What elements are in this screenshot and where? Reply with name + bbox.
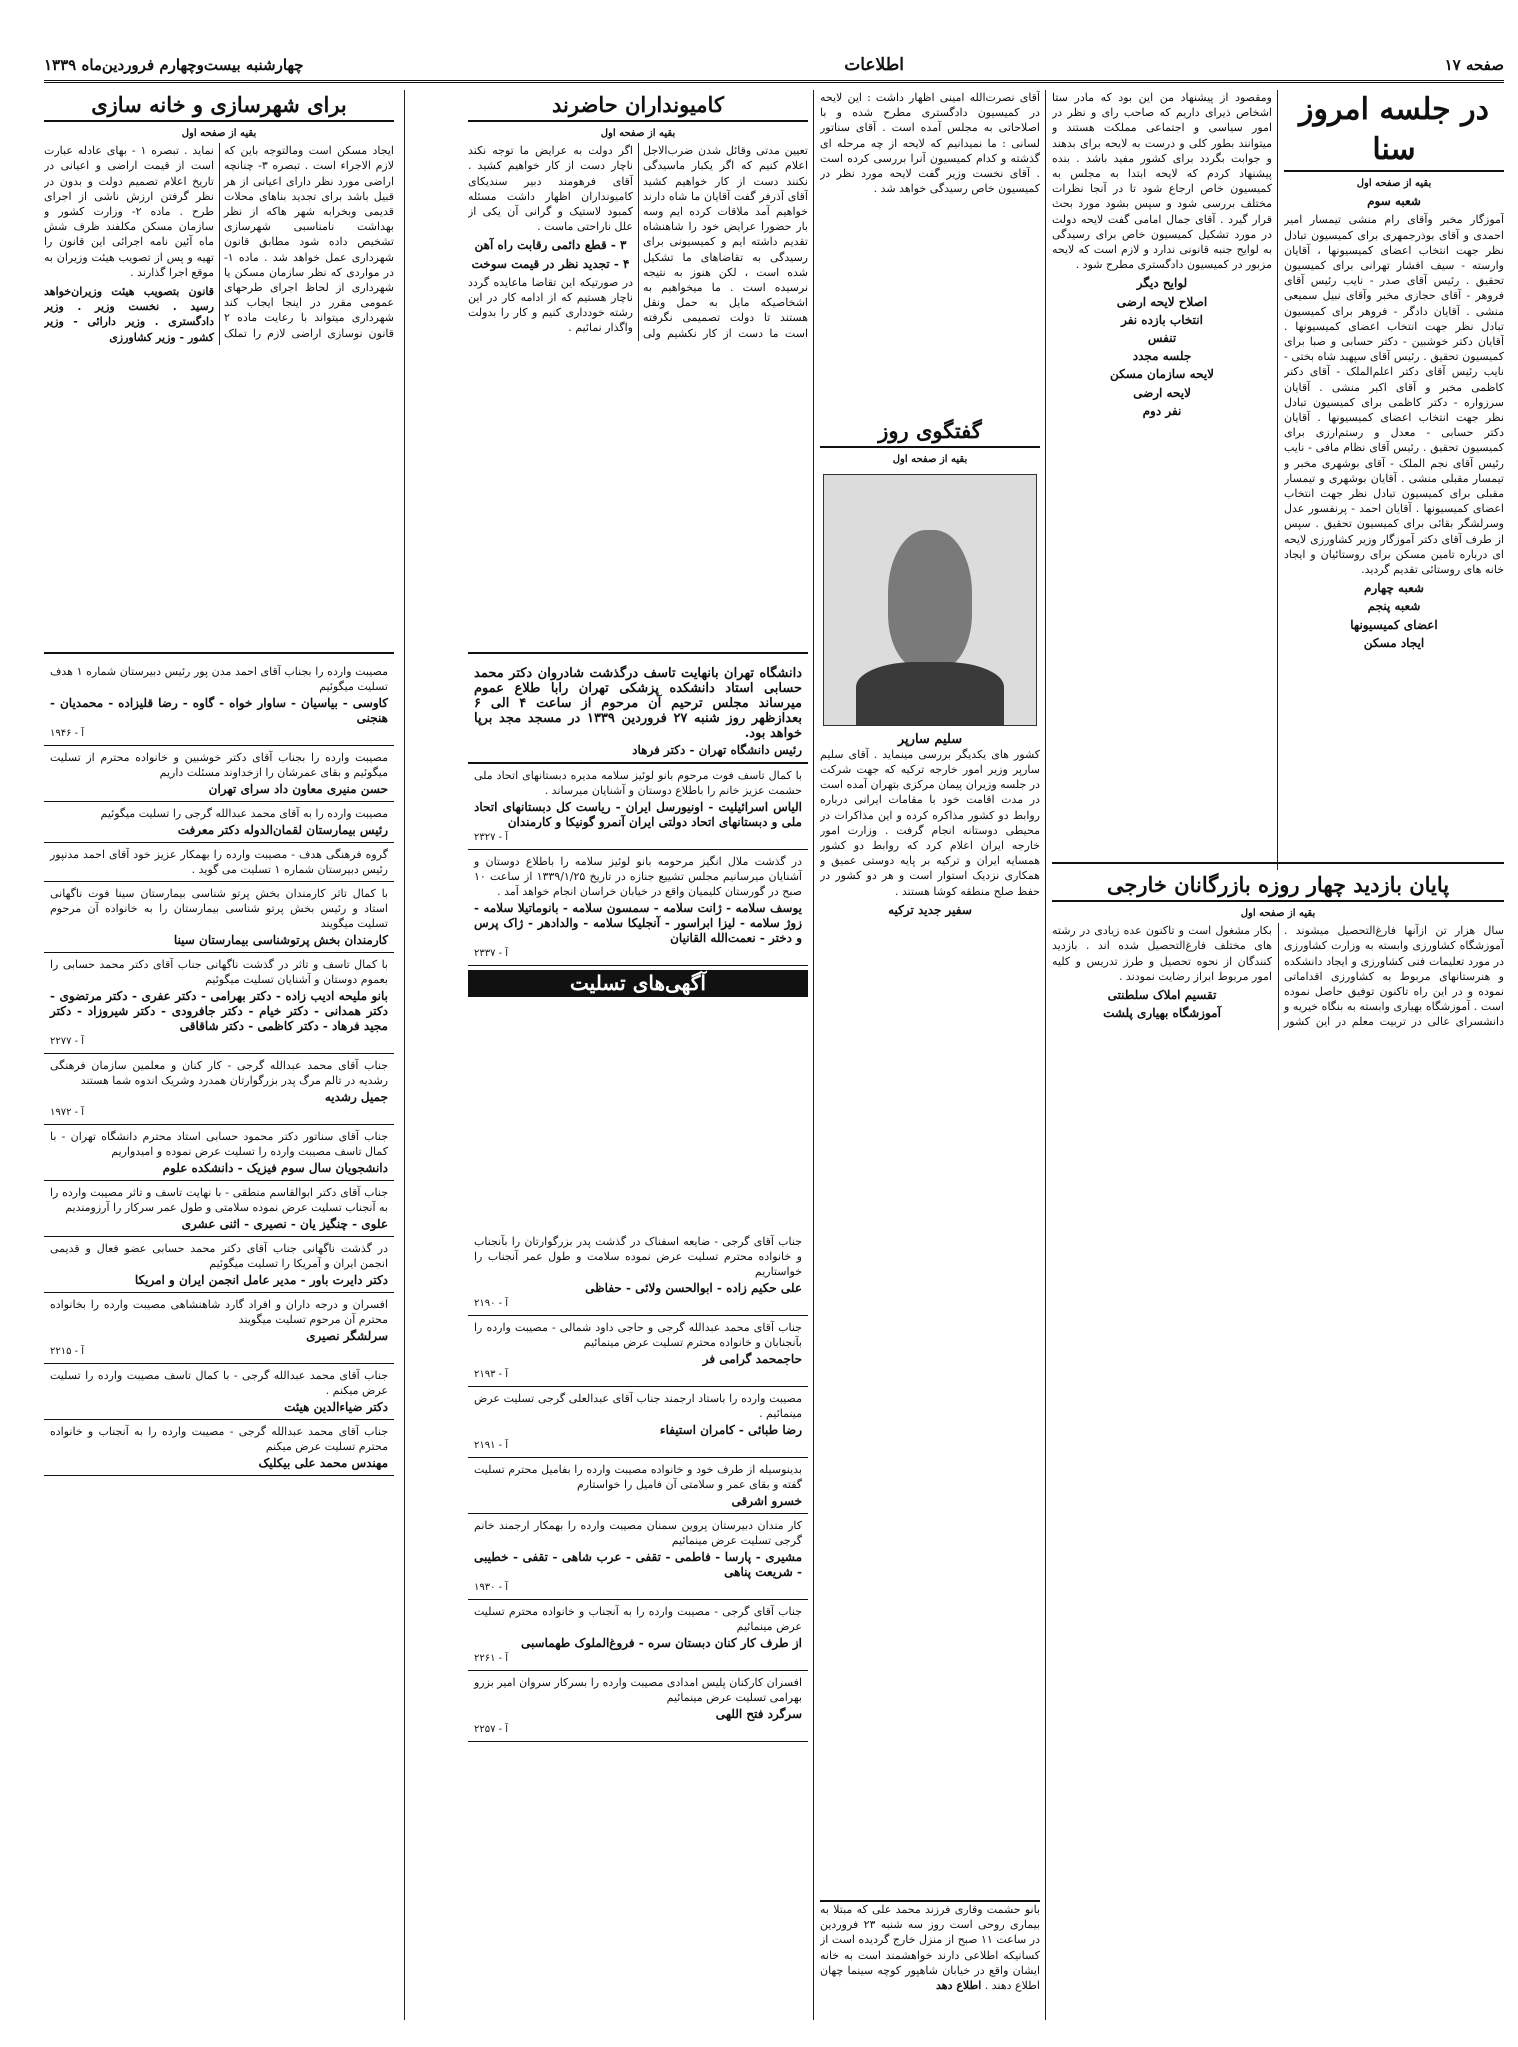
paper-name: اطلاعات bbox=[844, 55, 904, 75]
truckers-title: کامیونداران حاضرند bbox=[468, 90, 808, 122]
left-notice-6 bbox=[44, 953, 394, 1054]
left-notice-8-text: جناب آقای سناتور دکتر محمود حسابی استاد محترم دانشگاه تهران - با کمال تاسف مصیبت وارده را تسلیت عرض نموده و امیدواریم bbox=[50, 1130, 388, 1158]
section-divider-mid bbox=[468, 652, 808, 654]
left-notice-1-code: آ - ۱۹۴۶ bbox=[50, 728, 84, 739]
mid-notice-1-sign: علی حکیم زاده - ابوالحسن ولائی - حفاظی bbox=[585, 1281, 802, 1295]
day-talk-subhead: سفیر جدید ترکیه bbox=[888, 902, 972, 917]
column-rule-4 bbox=[404, 90, 405, 2020]
column-rule-1 bbox=[1277, 90, 1278, 870]
photo-caption: سلیم سارپر bbox=[897, 731, 963, 747]
salameh-notice bbox=[468, 764, 808, 850]
truckers-body: تعیین مدتی وقائل شدن ضرب‌الاجل اعلام کنیم که اگر یکبار ماسیدگی نکنند دست از کار خواهیم کشید آقای آذرفر گفت آقایان ما شاه دارند خواهیم آمد ملاقات کرده ایم وسه بار حضورا عرایض خود را شاهنشاه تقدیم داشته ایم و کمیسیونی برای رسیدگی به تقاضاهای ما تشکیل شده است ، لکن هنوز به نتیجه نرسیده است . ما میخواهیم به اشخاصیکه مایل به حمل ونقل هستند تا دولت تصمیمی نگرفته است ما دست از کار نکشیم ولی اگر دولت به عرایض ما توجه نکند ناچار دست از کار خواهیم کشید . آقای فرهومند دبیر سندیکای کامیونداران اظهار داشت مسئله کمبود لاستیک و گرانی آن یکی از علل ناراحتی ماست . bbox=[468, 144, 808, 340]
column-rule-2 bbox=[1045, 90, 1046, 2020]
portrait-body bbox=[856, 662, 1004, 725]
day-talk-body: کشور های یکدیگر بررسی مینماید . آقای سلیم سارپر وزیر امور خارجه ترکیه که جهت شرکت در جلسه وزیران پیمان مرکزی بتهران آمده است در مدت اقامت خود با مقامات ایرانی درباره روابط دو کشور مذاکره کرده و این مذاکرات در محیطی دوستانه انجام گرفت . وزارت امور خارجه ایران اعلام کرد که روابط دو کشور همسایه ایران و ترکیه بر پایه دوستی عمیق و همکاری نزدیک استوار است و هر دو کشور در حفظ صلح منطقه کوشا هستند . bbox=[820, 747, 1040, 898]
column-truckers bbox=[468, 90, 808, 650]
column-end-visit bbox=[1052, 870, 1504, 1820]
mid-notice-7-sign: سرگرد فتح اللهی bbox=[715, 1707, 802, 1721]
page-header bbox=[44, 50, 1504, 83]
salameh-notice-2-code: آ - ۲۳۳۷ bbox=[474, 948, 508, 959]
left-notice-9-sign: علوی - چنگیز یان - نصیری - اثنی عشری bbox=[181, 1217, 388, 1231]
left-notice-11-sign: سرلشگر نصیری bbox=[306, 1329, 388, 1343]
end-visit-subhead-1: تقسیم املاک سلطنتی bbox=[1107, 988, 1217, 1003]
left-notice-7-sign: جمیل رشدیه bbox=[324, 1090, 388, 1104]
construction-body: ایجاد مسکن است ومالتوجه باین که لازم الاجراء است . تبصره ۳- چنانچه اراضی مورد نظر دارای اعیانی از هر قبیل باشد برای تجدید بناهای محلات قدیمی وبخرابه شهر هاکه از نظر بهداشت نامناسبی شهرسازی تشخیص داده شود مطابق قانون شهرداری عمل خواهد شد . ماده ۱- در مواردی که نظر سازمان مسکن یا شهرداری از لحاظ اجرای طرحهای عمومی مقرر در اینجا ایجاب کند شهرداری میتواند با رعایت ماده ۲ قانون نوسازی اراضی لازم را تملک نماید . تبصره ۱ - بهای عادله عبارت است از قیمت اراضی و اعیانی در تاریخ اعلام تصمیم دولت و بدون در نظر گرفتن ارزش ناشی از اجرای طرح . ماده ۲- وزارت کشور و سازمان مسکن مکلفند ظرف شش ماه آئین نامه اجرائی این قانون را تهیه و پس از تصویب هیئت وزیران به موقع اجرا گذارند . bbox=[44, 144, 394, 340]
mid-notice-6 bbox=[468, 1600, 808, 1671]
mid-notice-5-code: آ - ۱۹۳۰ bbox=[474, 1582, 508, 1593]
mid-notice-1-code: آ - ۲۱۹۰ bbox=[474, 1298, 508, 1309]
column-bottom-notice bbox=[820, 1900, 1040, 2022]
day-talk-title: گفتگوی روز bbox=[820, 416, 1040, 448]
mid-notice-5 bbox=[468, 1514, 808, 1600]
left-notice-1 bbox=[44, 660, 394, 746]
bottom-notice-text: بانو حشمت وقاری فرزند محمد علی که مبتلا به بیماری روحی است روز سه شنبه ۲۳ فروردین در ساعت ۱۱ صبح از منزل خارج گردیده است از کسانیکه اطلاعی دارند خواهشمند است به خانه ایشان واقع در خیابان شاهپور کوچه سینما چهان اطلاع دهند . bbox=[820, 1903, 1040, 1993]
left-notice-4-text: گروه فرهنگی هدف - مصیبت وارده را بهمکار عزیز خود آقای احمد مدنپور رئیس دبیرستان شماره ۱ تسلیت می گوید . bbox=[50, 848, 388, 876]
truckers-subhead-2: ۴ - تجدید نظر در قیمت سوخت bbox=[471, 256, 630, 271]
mid-notice-1-text: جناب آقای گرجی - ضایعه اسفناک در گذشت پدر بزرگوارتان را بآنجناب و خانواده محترم تسلیت عرض نموده سلامت و طول عمر آنجناب را خواستاریم bbox=[474, 1235, 802, 1278]
left-notice-3 bbox=[44, 802, 394, 843]
senate-subhead-3: شعبه پنجم bbox=[1367, 599, 1421, 614]
issue-date: چهارشنبه بیست‌وچهارم فروردین‌ماه ۱۳۳۹ bbox=[44, 56, 304, 74]
university-notice bbox=[468, 660, 808, 764]
mid-notice-5-sign: مشیری - پارسا - فاطمی - تقفی - عرب شاهی - تقفی - خطیبی - شریعت پناهی bbox=[474, 1550, 802, 1579]
construction-title: برای شهرسازی و خانه سازی bbox=[44, 90, 394, 122]
senate-subhead-1: شعبه سوم bbox=[1367, 194, 1421, 209]
mid-notice-2-code: آ - ۲۱۹۳ bbox=[474, 1369, 508, 1380]
mid-notice-2-text: جناب آقای محمد عبدالله گرجی و حاجی داود شمالی - مصیبت وارده را بآنجنابان و خانواده محترم تسلیت عرض مینمائیم bbox=[474, 1321, 802, 1349]
university-notice-sign: رئیس دانشگاه تهران - دکتر فرهاد bbox=[632, 743, 802, 757]
left-notice-7-code: آ - ۱۹۷۲ bbox=[50, 1107, 84, 1118]
senate-subhead-5: ایجاد مسکن bbox=[1363, 635, 1425, 650]
commission-subhead-2: اصلاح لایحه ارضی bbox=[1116, 294, 1208, 309]
portrait-head bbox=[888, 530, 972, 670]
senate-subhead-2: شعبه چهارم bbox=[1364, 581, 1424, 596]
page-number: صفحه ۱۷ bbox=[1444, 56, 1504, 74]
mid-notice-6-code: آ - ۲۲۶۱ bbox=[474, 1653, 508, 1664]
salameh-notice-2-text: در گذشت ملال انگیز مرحومه بانو لوئیز سلامه را باطلاع دوستان و آشنایان میرسانیم مجلس تشییع جنازه در تاریخ ۱۳۳۹/۱/۲۵ از ساعت ۱۰ صبح در گورستان کلیمیان واقع در خیابان خراسان انجام خواهد آمد . bbox=[474, 855, 802, 898]
column-left-notices bbox=[44, 660, 394, 2020]
mid-notice-3-sign: رضا طبائی - کامران استیفاء bbox=[659, 1423, 802, 1437]
left-notice-13 bbox=[44, 1420, 394, 1476]
left-notice-10-sign: دکتر دایرت باور - مدیر عامل انجمن ایران و امریکا bbox=[134, 1273, 388, 1287]
left-notice-11-text: افسران و درجه داران و افراد گارد شاهنشاهی مصیبت وارده را بخانواده محترم آن مرحوم تسلیت میگویند bbox=[50, 1298, 388, 1326]
mid-notice-7 bbox=[468, 1671, 808, 1742]
mid-notice-6-sign: از طرف کار کنان دبستان سره - فروغ‌الملوک طهماسبی bbox=[520, 1636, 802, 1650]
mid-notice-2-sign: حاجمحمد گرامی فر bbox=[702, 1352, 802, 1366]
end-visit-continued: بقیه از صفحه اول bbox=[1240, 908, 1316, 919]
left-notice-13-sign: مهندس محمد علی بیکلیک bbox=[258, 1456, 388, 1470]
senate-body: آموزگار مخبر وآقای رام منشی تیمسار امیر احمدی و آقای بوذرجمهری برای کمیسیون تبادل نظر جهت انتخاب اعضای کمیسیونها ، آقایان وارسته - سیف افشار تهرانی برای کمیسیون تحقیق . رئیس آقای صدر - نایب رئیس آقای فروهر - آقای حجازی مخبر وآقای نبیل سمیعی منشی . آقایان دادگر - فروهر برای کمیسیون تبادل نظر جهت انتخاب اعضای کمیسیونها . آقایان دکتر خوشبین - دکتر حسابی و صبا برای کمیسیون تحقیق . رئیس آقای سپهبد شاه بختی - نایب رئیس آقای دکتر اعلم‌الملک - آقای دکتر کاظمی مخبر و آقای اکبر منشی . آقایان سرزواره - دکتر کاظمی برای کمیسیون تبادل نظر جهت انتخاب اعضای کمیسیونها . آقایان دکتر حسابی - معدل و رستم‌ارزی برای کمیسیون تحقیق . رئیس آقای نظام مافی - نایب رئیس آقای نجم الملک - آقای بوشهری مخبر و تیمسار مقبلی منشی . آقایان بوشهری و تیمسار مقبلی برای کمیسیون تبادل نظر جهت انتخاب اعضای کمیسیونها . آقایان احمد - پرنفسور عدل وسرلشگر بقائی برای کمیسیون تحقیق . سپس از طرف آقای دکتر آموزگار وزیر کشاورزی لایحه ای درباره تامین مسکن برای روستائیان و ایجاد خانه های روستائی تقدیم گردید. bbox=[1284, 213, 1504, 577]
mid-notice-4 bbox=[468, 1458, 808, 1514]
mid-notice-4-text: بدینوسیله از طرف خود و خانواده مصیبت وارده را بفامیل محترم تسلیت گفته و بقای عمر و سلامتی آن فامیل را خواستارم bbox=[474, 1463, 802, 1491]
commission-body: ومقصود از پیشنهاد من این بود که مادر ستا اشخاص ذیرای داریم که صاحب رای و نظر در امور سیاسی و اجتماعی مملکت هستند و میتوانند بطور کلی و درست به لایحه برای بدهند و جوابت بگردد برای کشور مفید باشد . بنده پیشنهاد کردم که لایحه ابتدا به مجلس به کمیسیون خاص ارجاع شود تا در آنجا نظرات مختلف بررسی شود و سپس بشود مورد بحث قرار گیرد . آقای جمال امامی گفت لایحه دولت در مورد تشکیل کمیسیون خاص برای رسیدگی به لوایح جنبه قانونی ندارد و لازم است که لایحه مزبور در کمیسیون دادگستری مطرح شود . bbox=[1052, 91, 1272, 272]
column-commission bbox=[1052, 90, 1272, 950]
left-notice-12-sign: دکتر ضیاءالدین هیئت bbox=[284, 1400, 388, 1414]
left-notice-1-sign: کاوسی - بیاسیان - ساوار خواه - گاوه - رضا قلیزاده - محمدیان - هنجنی bbox=[50, 696, 388, 725]
left-notice-3-text: مصیبت وارده را به آقای محمد عبدالله گرجی را تسلیت میگوئیم bbox=[100, 807, 388, 820]
mid-notice-5-text: کار مندان دبیرستان پروین سمنان مصیبت وارده را بهمکار ارجمند خانم گرجی تسلیت عرض مینمائیم bbox=[474, 1519, 802, 1547]
left-notice-13-text: جناب آقای محمد عبدالله گرجی - مصیبت وارده را به آنجناب و خانواده محترم تسلیت عرض میکنم bbox=[50, 1425, 388, 1453]
mid-notice-7-code: آ - ۲۲۵۷ bbox=[474, 1724, 508, 1735]
left-notice-12-text: جناب آقای محمد عبدالله گرجی - با کمال تاسف مصیبت وارده را تسلیت عرض میکنم . bbox=[50, 1369, 388, 1397]
left-notice-5-sign: کارمندان بخش پرتوشناسی بیمارستان سینا bbox=[173, 933, 388, 947]
left-notice-2-sign: حسن منیری معاون داد سرای تهران bbox=[208, 782, 388, 796]
senate-continued: بقیه از صفحه اول bbox=[1356, 178, 1432, 189]
commission-subhead-1: لوایح دیگر bbox=[1136, 276, 1188, 291]
commission-subhead-7: لایحه ارضی bbox=[1133, 385, 1191, 400]
left-notice-4 bbox=[44, 843, 394, 882]
construction-closing: قانون بتصویب هیئت وزیران‌خواهد رسید . نخست وزیر . وزیر دادگستری . وزیر دارائی - وزیر کشور - وزیر کشاورزی bbox=[44, 285, 214, 344]
university-notice-text: دانشگاه تهران بانهایت تاسف درگذشت شادروان دکتر محمد حسابی استاد دانشکده پزشکی تهران رابا طلاع عموم میرساند مجلس ترحیم آن مرحوم از ساعت ۴ الی ۶ بعدازظهر روز شنبه ۲۷ فروردین ۱۳۳۹ در مسجد مجد برپا خواهد بود. bbox=[474, 666, 802, 741]
left-notice-2 bbox=[44, 746, 394, 802]
construction-continued: بقیه از صفحه اول bbox=[181, 128, 257, 139]
mid-notice-3 bbox=[468, 1387, 808, 1458]
end-visit-title: پایان بازدید چهار روزه بازرگانان خارجی bbox=[1052, 870, 1504, 902]
mid-notice-3-code: آ - ۲۱۹۱ bbox=[474, 1440, 508, 1451]
mid-notice-4-sign: خسرو اشرقی bbox=[731, 1494, 802, 1508]
end-visit-body: سال هزار تن ازآنها فارغ‌التحصیل میشوند . آموزشگاه کشاورزی وابسته به وزارت کشاورزی در مورد تعلیمات فنی کشاورزی و ایجاد دانشکده و هنرستانهای مربوط به کشاورزی اقداماتی نموده و در این راه تاکنون توفیق حاصل نموده است . آموزشگاه بهیاری وابسته به بنگاه خیریه و دانشسرای عالی در تربیت معلم در این کشور بکار مشغول است و تاکنون عده زیادی در رشته های مختلف فارغ‌التحصیل شده اند . بازدید کنندگان از نحوه تحصیل و طرز تدریس و کلیه امور مربوط ابراز رضایت نمودند . bbox=[1052, 924, 1504, 1029]
mid-notice-2 bbox=[468, 1316, 808, 1387]
left-notice-8 bbox=[44, 1125, 394, 1181]
commission-subhead-3: انتخاب بازده نفر bbox=[1121, 312, 1203, 327]
section-divider-left bbox=[44, 652, 394, 654]
left-notice-3-sign: رئیس بیمارستان لقمان‌الدوله دکتر معرفت bbox=[177, 823, 388, 837]
mid-notice-1 bbox=[468, 1230, 808, 1316]
left-notice-6-sign: بانو ملیحه ادیب زاده - دکتر بهرامی - دکتر عفری - دکتر مرتضوی - دکتر همدانی - دکتر خیام - دکتر جافرودی - دکتر شیروزاد - دکتر مجید فرهاد - دکتر کاظمی - دکتر شاقاقی bbox=[50, 989, 388, 1033]
left-notice-2-text: مصیبت وارده را بجناب آقای دکتر خوشبین و خانواده محترم از تسلیت میگوئیم و بقای عمرشان را ازخداوند مسئلت داریم bbox=[50, 751, 388, 779]
column-construction bbox=[44, 90, 394, 650]
salameh-notice-2 bbox=[468, 850, 808, 966]
left-notice-10 bbox=[44, 1237, 394, 1293]
column-banners bbox=[468, 660, 808, 1220]
condolence-banner: آگهی‌های تسلیت bbox=[468, 970, 808, 997]
left-notice-1-text: مصیبت وارده را بجناب آقای احمد مدن پور رئیس دبیرستان شماره ۱ هدف تسلیت میگوئیم bbox=[50, 665, 388, 693]
left-notice-8-sign: دانشجویان سال سوم فیزیک - دانشکده علوم bbox=[162, 1161, 388, 1175]
portrait-photo bbox=[823, 474, 1036, 726]
column-rule-3 bbox=[813, 90, 814, 2020]
senate-title: در جلسه امروز سنا bbox=[1284, 90, 1504, 172]
truckers-closing: در صورتیکه این تقاضا ماعایده گردد ناچار هستیم که از ادامه کار در این رشته خودداری کنیم و کار را بدولت واگذار نمائیم . bbox=[468, 275, 633, 335]
left-notice-10-text: در گذشت ناگهانی جناب آقای دکتر محمد حسابی عضو فعال و قدیمی انجمن ایران و آمریکا را تسلیت میگوئیم bbox=[50, 1242, 388, 1270]
left-notice-5 bbox=[44, 882, 394, 953]
left-notice-7 bbox=[44, 1054, 394, 1125]
senate-subhead-4: اعضای کمیسیونها bbox=[1350, 617, 1438, 632]
salameh-notice-text: با کمال تاسف فوت مرحوم بانو لوئیز سلامه مدیره دبستانهای اتحاد ملی حشمت عزیز خانم را باطلاع دوستان و آشنایان میرساند . bbox=[474, 769, 802, 797]
left-notice-11 bbox=[44, 1293, 394, 1364]
column-day-talk bbox=[820, 90, 1040, 1950]
salameh-notice-sign: الیاس اسرائیلیت - اونیورسل ایران - ریاست کل دبستانهای اتحاد ملی و دبستانهای اتحاد دولتی ایران آنمرو گونیکا و کارمندان bbox=[474, 800, 802, 829]
commission-subhead-6: لایحه سازمان مسکن bbox=[1109, 367, 1214, 382]
left-notice-9 bbox=[44, 1181, 394, 1237]
mid-notice-3-text: مصیبت وارده را باستاد ارجمند جناب آقای عبدالعلی گرجی تسلیت عرض مینمائیم . bbox=[474, 1392, 802, 1420]
left-notice-12 bbox=[44, 1364, 394, 1420]
column-mid-notices bbox=[468, 1230, 808, 2020]
commission-body-cont: آقای نصرت‌الله امینی اظهار داشت : این لایحه در کمیسیون دادگستری مطرح شده و با اصلاحاتی به مجلس آمده است . آقای سناتور لسانی : ما نمیدانیم که لایحه از چه مرحله ای گذشته و کدام کمیسیون آنرا بررسی کرده است . آقای نخست وزیر گفت لایحه مورد نظر در کمیسیون خاص رسیدگی خواهد شد . bbox=[820, 91, 1040, 196]
bottom-notice-sign: اطلاع دهد bbox=[936, 1979, 982, 1993]
mid-notice-7-text: افسران کارکنان پلیس امدادی مصیبت وارده را بسرکار سروان امیر بزرو بهرامی تسلیت عرض مینمائیم bbox=[474, 1676, 802, 1704]
left-notice-7-text: جناب آقای محمد عبدالله گرجی - کار کنان و معلمین سازمان فرهنگی رشدیه در تالم مرگ پدر بزرگوارتان همدرد وشریک اندوه شما هستند bbox=[50, 1059, 388, 1087]
truckers-continued: بقیه از صفحه اول bbox=[600, 128, 676, 139]
left-notice-11-code: آ - ۲۲۱۵ bbox=[50, 1346, 84, 1357]
day-talk-continued: بقیه از صفحه اول bbox=[892, 454, 968, 466]
left-notice-6-text: با کمال تاسف و تاثر در گذشت ناگهانی جناب آقای دکتر محمد حسابی را بعموم دوستان و آشنایان تسلیت میگوئیم bbox=[50, 958, 388, 986]
salameh-notice-code: آ - ۲۳۲۷ bbox=[474, 832, 508, 843]
mid-notice-6-text: جناب آقای گرجی - مصیبت وارده را به آنجناب و خانواده محترم تسلیت عرض مینمائیم bbox=[474, 1605, 802, 1633]
commission-subhead-8: نفر دوم bbox=[1142, 403, 1182, 418]
commission-subhead-5: جلسه مجدد bbox=[1132, 349, 1192, 364]
commission-subhead-4: تنفس bbox=[1147, 331, 1177, 346]
truckers-subhead-1: ۳ - قطع دائمی رقابت راه آهن bbox=[474, 238, 627, 253]
salameh-notice-2-sign: یوسف سلامه - ژانت سلامه - سمسون سلامه - بانوماتیلا سلامه - زوژ سلامه - لیزا ابراسور - آنجلیکا سلامه - والدادهر - ژاک پرس و دختر - نعمت‌الله القانیان bbox=[474, 901, 802, 945]
left-notice-9-text: جناب آقای دکتر ابوالقاسم منطقی - با نهایت تاسف و تاثر مصیبت وارده را به آنجناب تسلیت عرض نموده سلامتی و طول عمر سرکار را آرزومندیم bbox=[50, 1186, 388, 1214]
left-notice-6-code: آ - ۲۲۷۷ bbox=[50, 1036, 84, 1047]
left-notice-5-text: با کمال تاثر کارمندان بخش پرتو شناسی بیمارستان سینا فوت ناگهانی استاد و رئیس بخش پرتو شناسی بیمارستان را به خانواده آن مرحوم تسلیت میگویند bbox=[50, 887, 388, 930]
section-divider-right bbox=[1052, 862, 1504, 864]
end-visit-subhead-2: آموزشگاه بهیاری پلشت bbox=[1103, 1006, 1221, 1021]
